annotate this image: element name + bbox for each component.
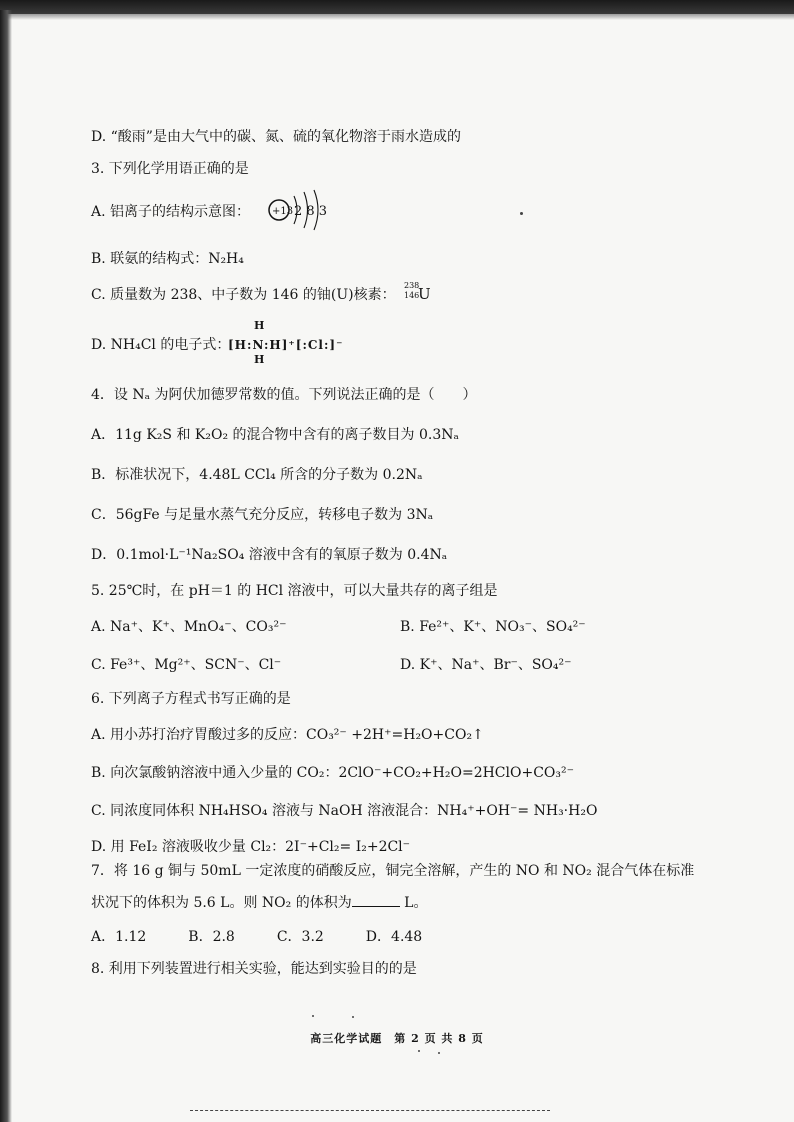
q3d-electron-formula: [H:N:H]⁺[:Cl:]⁻ — [228, 338, 344, 352]
q5-option-a: A. Na⁺、K⁺、MnO₄⁻、CO₃²⁻ — [91, 619, 287, 635]
q6-option-b: B. 向次氯酸钠溶液中通入少量的 CO₂：2ClO⁻+CO₂+H₂O=2HClO+CO₃²⁻ — [91, 765, 575, 781]
q3d-text: D. NH₄Cl 的电子式： — [91, 337, 231, 353]
q4-option-c: C．56gFe 与足量水蒸气充分反应，转移电子数为 3Nₐ — [91, 507, 434, 523]
q5-option-b: B. Fe²⁺、K⁺、NO₃⁻、SO₄²⁻ — [400, 619, 586, 635]
q3-option-c — [91, 286, 396, 304]
q7-options: A．1.12 B．2.8 C．3.2 D．4.48 — [91, 929, 423, 945]
question-5: 5. 25℃时，在 pH＝1 的 HCl 溶液中，可以大量共存的离子组是 — [91, 583, 498, 599]
q4-option-b: B．标准状况下，4.48L CCl₄ 所含的分子数为 0.2Nₐ — [91, 467, 423, 483]
question-6: 6. 下列离子方程式书写正确的是 — [91, 691, 291, 707]
q5-option-c: C. Fe³⁺、Mg²⁺、SCN⁻、Cl⁻ — [91, 657, 282, 673]
q3c-element-symbol: U — [418, 285, 431, 303]
question-7-line-1: 7．将 16 g 铜与 50mL 一定浓度的硝酸反应，铜完全溶解，产生的 NO 和 NO₂ 混合气体在标准 — [91, 863, 695, 879]
q6-option-a: A. 用小苏打治疗胃酸过多的反应：CO₃²⁻ +2H⁺=H₂O+CO₂↑ — [91, 727, 484, 743]
question-4: 4．设 Nₐ 为阿伏加德罗常数的值。下列说法正确的是（ ） — [91, 387, 477, 403]
scan-top-shadow — [0, 14, 794, 20]
q3-option-d — [91, 336, 230, 354]
question-8: 8. 利用下列装置进行相关实验，能达到实验目的的是 — [91, 961, 417, 977]
scan-left-edge — [0, 10, 12, 1122]
q4-option-a: A．11g K₂S 和 K₂O₂ 的混合物中含有的离子数目为 0.3Nₐ — [91, 427, 459, 443]
scan-top-edge — [0, 0, 794, 14]
scan-speck — [438, 1052, 440, 1054]
question-3: 3. 下列化学用语正确的是 — [91, 161, 249, 177]
q3d-h-bottom: H — [254, 353, 265, 366]
q7-text-after-blank: L。 — [399, 895, 428, 911]
q3-option-b: B. 联氨的结构式：N₂H₄ — [91, 251, 244, 267]
page-footer: 高三化学试题 第 2 页 共 8 页 — [310, 1032, 484, 1045]
q6-option-c: C. 同浓度同体积 NH₄HSO₄ 溶液与 NaOH 溶液混合：NH₄⁺+OH⁻= NH₃·H₂O — [91, 803, 598, 819]
q3c-atomic-number: 146 — [404, 291, 420, 300]
scan-speck — [418, 1050, 420, 1052]
q3a-shell-electrons: 2 8 3 — [294, 204, 328, 219]
scan-speck — [520, 212, 523, 215]
scan-speck — [312, 1015, 314, 1017]
q4-option-d: D．0.1mol·L⁻¹Na₂SO₄ 溶液中含有的氧原子数为 0.4Nₐ — [91, 547, 448, 563]
answer-blank — [352, 892, 400, 907]
q7-text-before-blank: 状况下的体积为 5.6 L。则 NO₂ 的体积为 — [91, 895, 352, 911]
q3d-h-top: H — [254, 319, 265, 332]
question-7-line-2 — [91, 892, 427, 912]
q3c-mass-number: 238 — [404, 281, 420, 290]
q5-option-d: D. K⁺、Na⁺、Br⁻、SO₄²⁻ — [400, 657, 572, 673]
q3-option-a — [91, 203, 250, 221]
q3a-nucleus-label: +13 — [272, 206, 294, 217]
q6-option-d: D. 用 FeI₂ 溶液吸收少量 Cl₂：2I⁻+Cl₂= I₂+2Cl⁻ — [91, 839, 411, 855]
q3c-text: C. 质量数为 238、中子数为 146 的铀(U)核素： — [91, 287, 396, 303]
q3a-text: A. 铝离子的结构示意图： — [91, 204, 251, 220]
q2-option-d: D. “酸雨”是由大气中的碳、氮、硫的氧化物溶于雨水造成的 — [91, 129, 461, 145]
scan-speck — [352, 1016, 354, 1018]
bottom-dashed-rule — [190, 1110, 550, 1111]
